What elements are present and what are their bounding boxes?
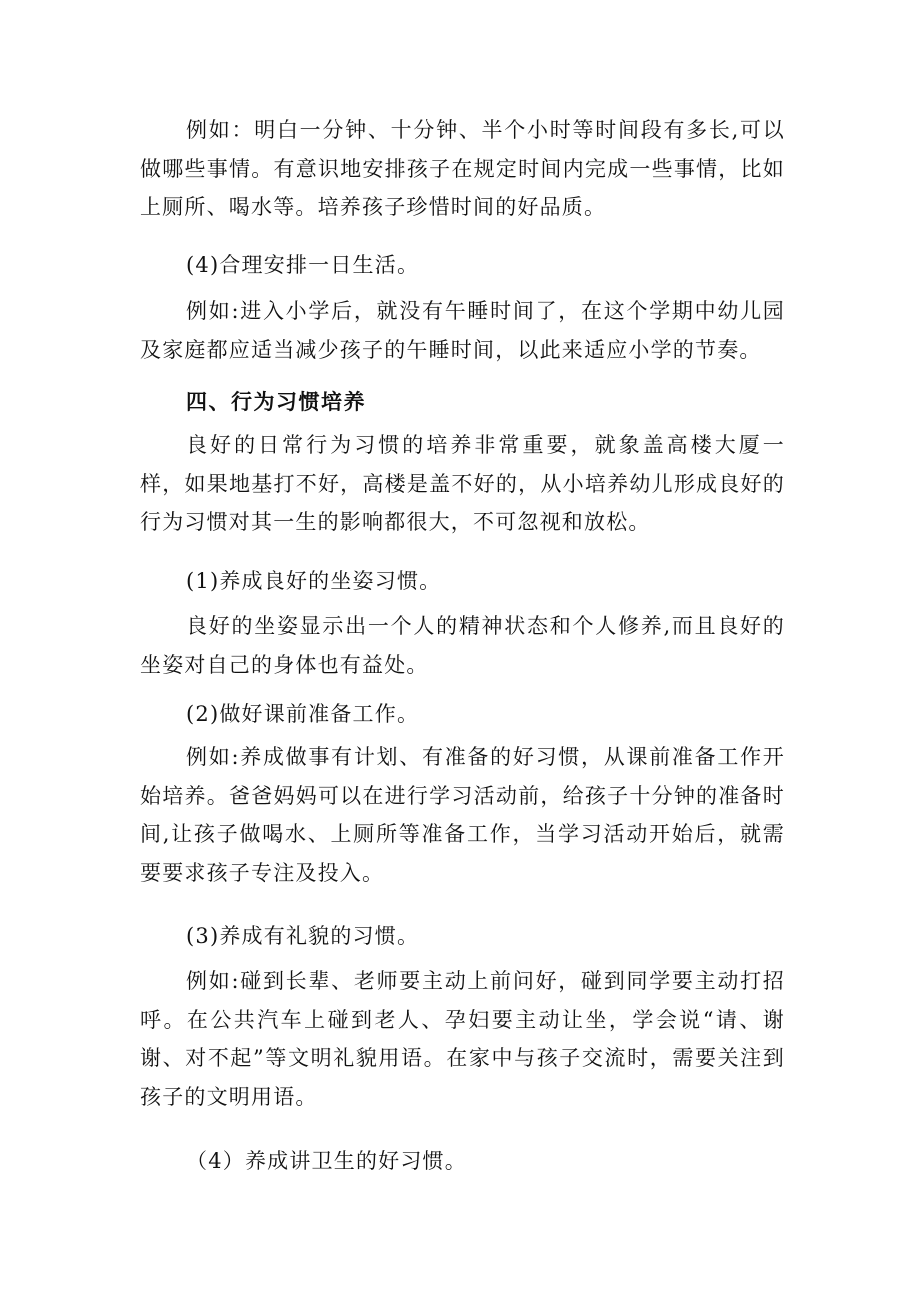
paragraph-nap-adjustment: 例如:进入小学后，就没有午睡时间了，在这个学期中幼儿园及家庭都应适当减少孩子的午睡时间，以此来适应小学的节奏。 [140,299,785,362]
paragraph-sitting-posture: 良好的坐姿显示出一个人的精神状态和个人修养,而且良好的坐姿对自己的身体也有益处。 [140,614,785,677]
paragraph-class-preparation: 例如:养成做事有计划、有准备的好习惯，从课前准备工作开始培养。爸爸妈妈可以在进行学习活动前，给孩子十分钟的准备时间,让孩子做喝水、上厕所等准备工作，当学习活动开始后，就需要要求孩子专注及投入。 [140,745,785,885]
paragraph-habit-importance: 良好的日常行为习惯的培养非常重要，就象盖高楼大厦一样，如果地基打不好，高楼是盖不好的，从小培养幼儿形成良好的行为习惯对其一生的影响都很大，不可忽视和放松。 [140,433,785,534]
list-item-class-preparation: (2)做好课前准备工作。 [186,702,420,726]
paragraph-time-awareness: 例如：明白一分钟、十分钟、半个小时等时间段有多长,可以做哪些事情。有意识地安排孩子在规定时间内完成一些事情，比如上厕所、喝水等。培养孩子珍惜时间的好品质。 [140,118,785,219]
paragraph-politeness: 例如:碰到长辈、老师要主动上前问好，碰到同学要主动打招呼。在公共汽车上碰到老人、孕妇要主动让坐，学会说“请、谢谢、对不起”等文明礼貌用语。在家中与孩子交流时，需要关注到孩子的文明用语。 [140,969,785,1109]
section-heading-behavior-habits: 四、行为习惯培养 [186,389,366,414]
list-item-politeness: (3)养成有礼貌的习惯。 [186,924,420,948]
list-item-hygiene: （4）养成讲卫生的好习惯。 [186,1149,467,1173]
list-item-daily-schedule: (4)合理安排一日生活。 [186,253,420,277]
list-item-sitting-posture: (1)养成良好的坐姿习惯。 [186,569,442,593]
